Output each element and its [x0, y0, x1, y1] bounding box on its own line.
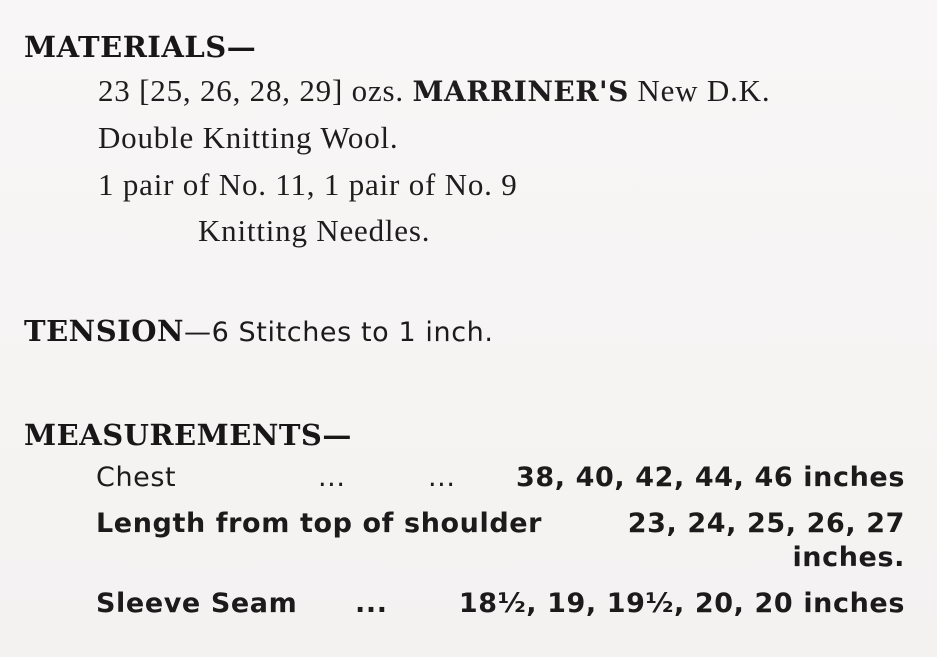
materials-needles-continuation: Knitting Needles.: [198, 213, 431, 248]
tension-heading: TENSION: [24, 314, 184, 348]
measurements-heading: MEASUREMENTS—: [24, 418, 352, 452]
measurement-label: Chest: [96, 462, 177, 493]
measurement-values: 18½, 19, 19½, 20, 20 inches: [458, 588, 905, 619]
leader-dots: ...: [355, 588, 388, 619]
materials-wool-line: Double Knitting Wool.: [98, 120, 399, 155]
measurement-values: 23, 24, 25, 26, 27: [627, 508, 905, 539]
materials-yarn-line: [98, 73, 770, 109]
yarn-brand: MARRINER'S: [412, 75, 629, 108]
materials-needles-line: 1 pair of No. 11, 1 pair of No. 9: [98, 167, 518, 202]
materials-heading: MATERIALS—: [24, 30, 257, 64]
measurement-row-chest: [0, 462, 937, 498]
yarn-quantity: 23 [25, 26, 28, 29] ozs.: [98, 73, 404, 108]
measurement-unit: inches.: [792, 542, 905, 573]
measurement-values: 38, 40, 42, 44, 46 inches: [516, 462, 905, 493]
measurement-label: Sleeve Seam: [96, 588, 298, 619]
yarn-type: New D.K.: [637, 73, 771, 108]
measurement-row-sleeve-seam: [0, 588, 937, 624]
leader-dots: ...: [318, 462, 346, 493]
measurement-row-length: [0, 508, 937, 544]
tension-text: —6 Stitches to 1 inch.: [183, 317, 494, 348]
measurement-row-length-continuation: [0, 542, 937, 578]
measurement-label: Length from top of shoulder: [96, 508, 543, 539]
leader-dots: ...: [428, 462, 456, 493]
tension-line: [24, 314, 494, 348]
